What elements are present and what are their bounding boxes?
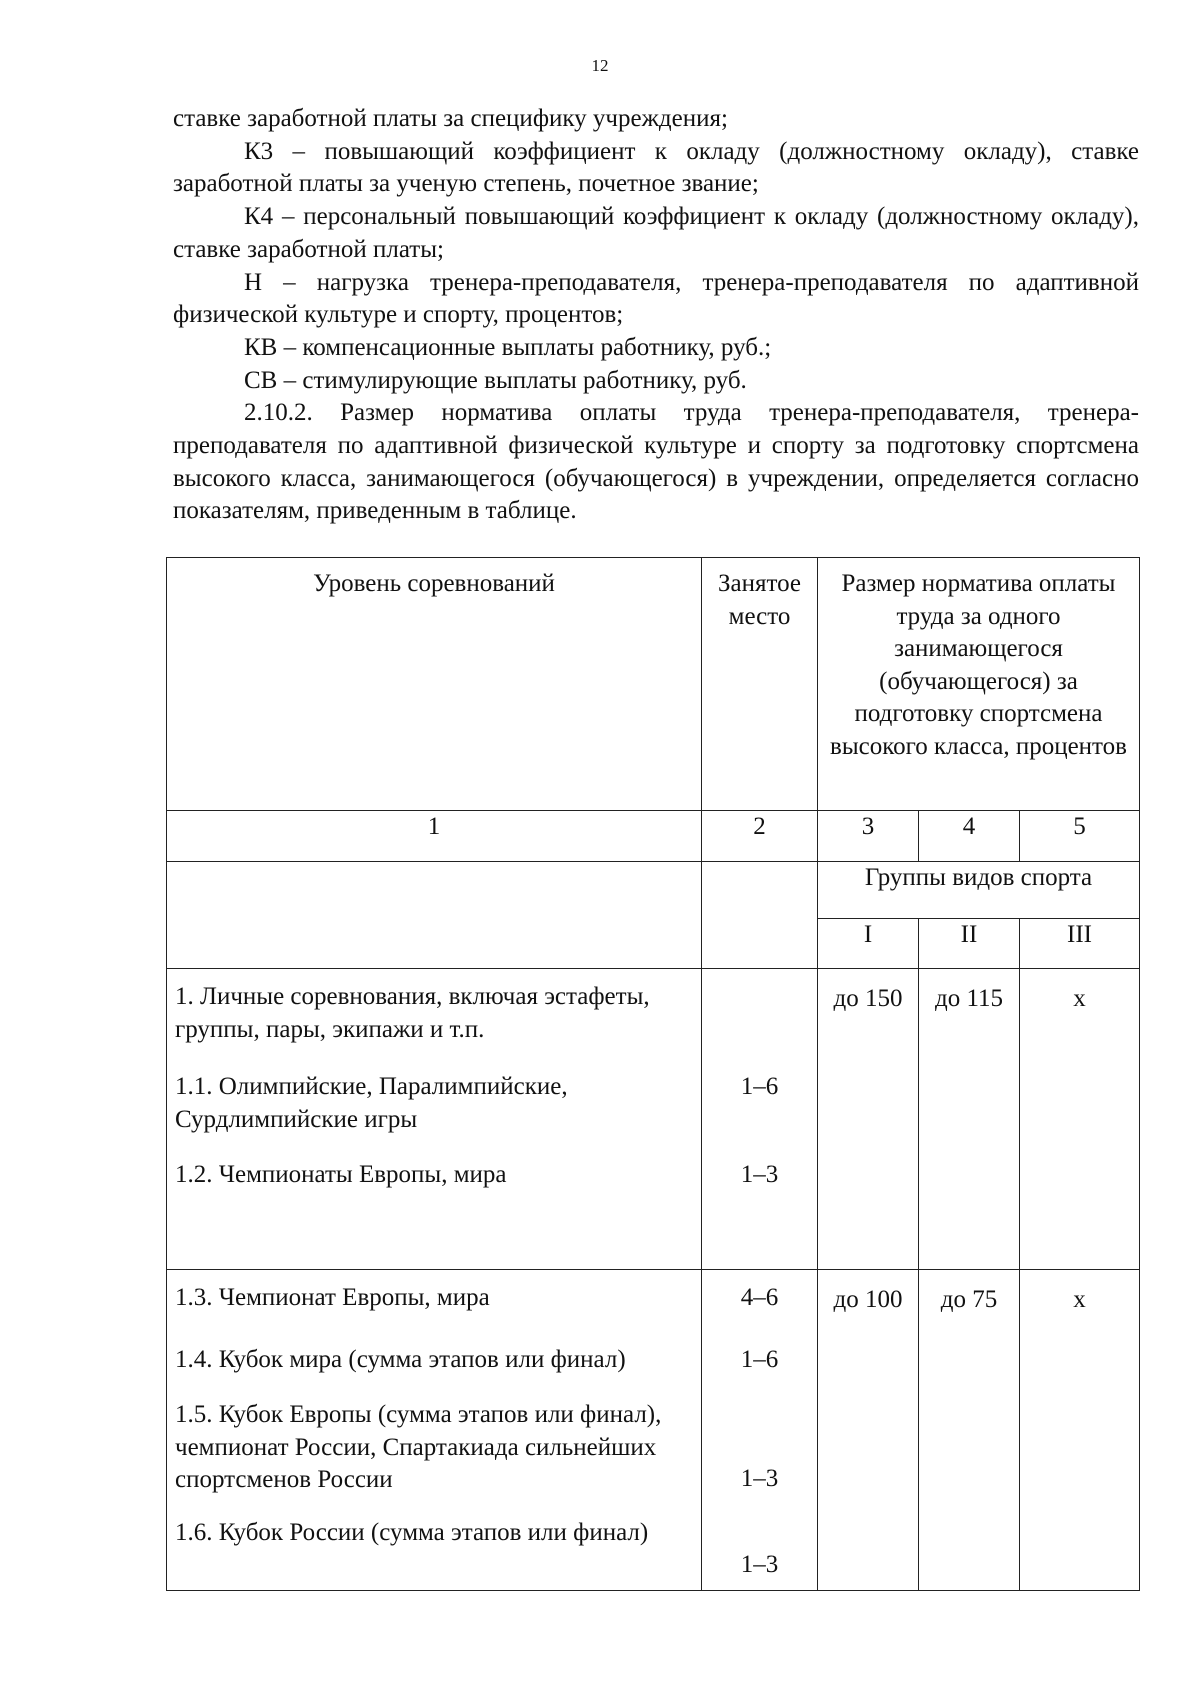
place-value: 1–6 — [740, 1346, 779, 1373]
place-value: 1–3 — [740, 1161, 779, 1188]
header-norm-text: Размер норматива оплаты труда за одного занимающегося (обучающегося) за подготовку спортсмена высокого класса, процентов — [830, 570, 1127, 760]
page-number: 12 — [591, 56, 609, 75]
list-item: 1.2. Чемпионаты Европы, мира — [175, 1161, 507, 1188]
list-item: 1.5. Кубок Европы (сумма этапов или финал), чемпионат России, Спартакиада сильнейших спортсменов России — [175, 1401, 662, 1493]
body-text — [173, 103, 1139, 528]
value-group-ii: до 115 — [919, 969, 1020, 1270]
list-item: 1. Личные соревнования, включая эстафеты, группы, пары, экипажи и т.п. — [175, 983, 650, 1043]
place-cell — [702, 1270, 818, 1591]
paragraph: СВ – стимулирующие выплаты работнику, руб. — [244, 366, 747, 394]
value-group-ii: до 75 — [919, 1270, 1020, 1591]
place-value: 1–3 — [740, 1551, 779, 1578]
place-value: 1–3 — [740, 1465, 779, 1492]
group-label: III — [1020, 919, 1140, 969]
column-number: 1 — [167, 811, 702, 862]
list-item: 1.3. Чемпионат Европы, мира — [175, 1284, 490, 1311]
header-level — [167, 558, 702, 811]
table-row — [167, 1270, 1140, 1591]
paragraph: К3 – повышающий коэффициент к окладу (должностному окладу), ставке заработной платы за ученую степень, почетное звание; — [173, 137, 1139, 198]
place-value — [702, 981, 817, 1071]
norms-table — [166, 557, 1140, 1591]
header-norm — [818, 558, 1140, 811]
empty-cell — [702, 862, 818, 969]
groups-label-row — [167, 862, 1140, 919]
column-number: 2 — [702, 811, 818, 862]
value-group-i: до 100 — [818, 1270, 919, 1591]
column-numbers-row — [167, 811, 1140, 862]
paragraph: К4 – персональный повышающий коэффициент к окладу (должностному окладу), ставке заработной платы; — [173, 203, 1139, 263]
column-number: 5 — [1020, 811, 1140, 862]
list-item: 1.1. Олимпийские, Паралимпийские, Сурдлимпийские игры — [175, 1073, 568, 1133]
place-cell — [702, 969, 818, 1270]
empty-cell — [167, 862, 702, 969]
column-number: 3 — [818, 811, 919, 862]
place-value: 4–6 — [740, 1284, 779, 1311]
value-group-iii: х — [1020, 969, 1140, 1270]
list-item: 1.4. Кубок мира (сумма этапов или финал) — [175, 1346, 626, 1373]
header-place — [702, 558, 818, 811]
list-item: 1.6. Кубок России (сумма этапов или финал) — [175, 1519, 649, 1546]
table-header-row — [167, 558, 1140, 811]
group-label: I — [818, 919, 919, 969]
header-level-text: Уровень соревнований — [313, 570, 555, 597]
column-number: 4 — [919, 811, 1020, 862]
level-cell — [167, 1270, 702, 1591]
place-value: 1–6 — [740, 1073, 779, 1100]
level-cell — [167, 969, 702, 1270]
value-group-iii: х — [1020, 1270, 1140, 1591]
group-label: II — [919, 919, 1020, 969]
paragraph: Н – нагрузка тренера-преподавателя, тренера-преподавателя по адаптивной физической культуре и спорту, процентов; — [173, 268, 1139, 329]
paragraph: 2.10.2. Размер норматива оплаты труда тренера-преподавателя, тренера-преподавателя по адаптивной физической культуре и спорту за подготовку спортсмена высокого класса, занимающегося (обучающегося) в учреждении, определяется согласно показателям, приведенным в таблице. — [173, 399, 1139, 525]
groups-label: Группы видов спорта — [818, 862, 1140, 919]
value-group-i: до 150 — [818, 969, 919, 1270]
header-place-text: Занятое место — [718, 570, 801, 630]
paragraph: КВ – компенсационные выплаты работнику, руб.; — [244, 333, 772, 361]
paragraph: ставке заработной платы за специфику учреждения; — [173, 105, 728, 132]
table-row — [167, 969, 1140, 1270]
